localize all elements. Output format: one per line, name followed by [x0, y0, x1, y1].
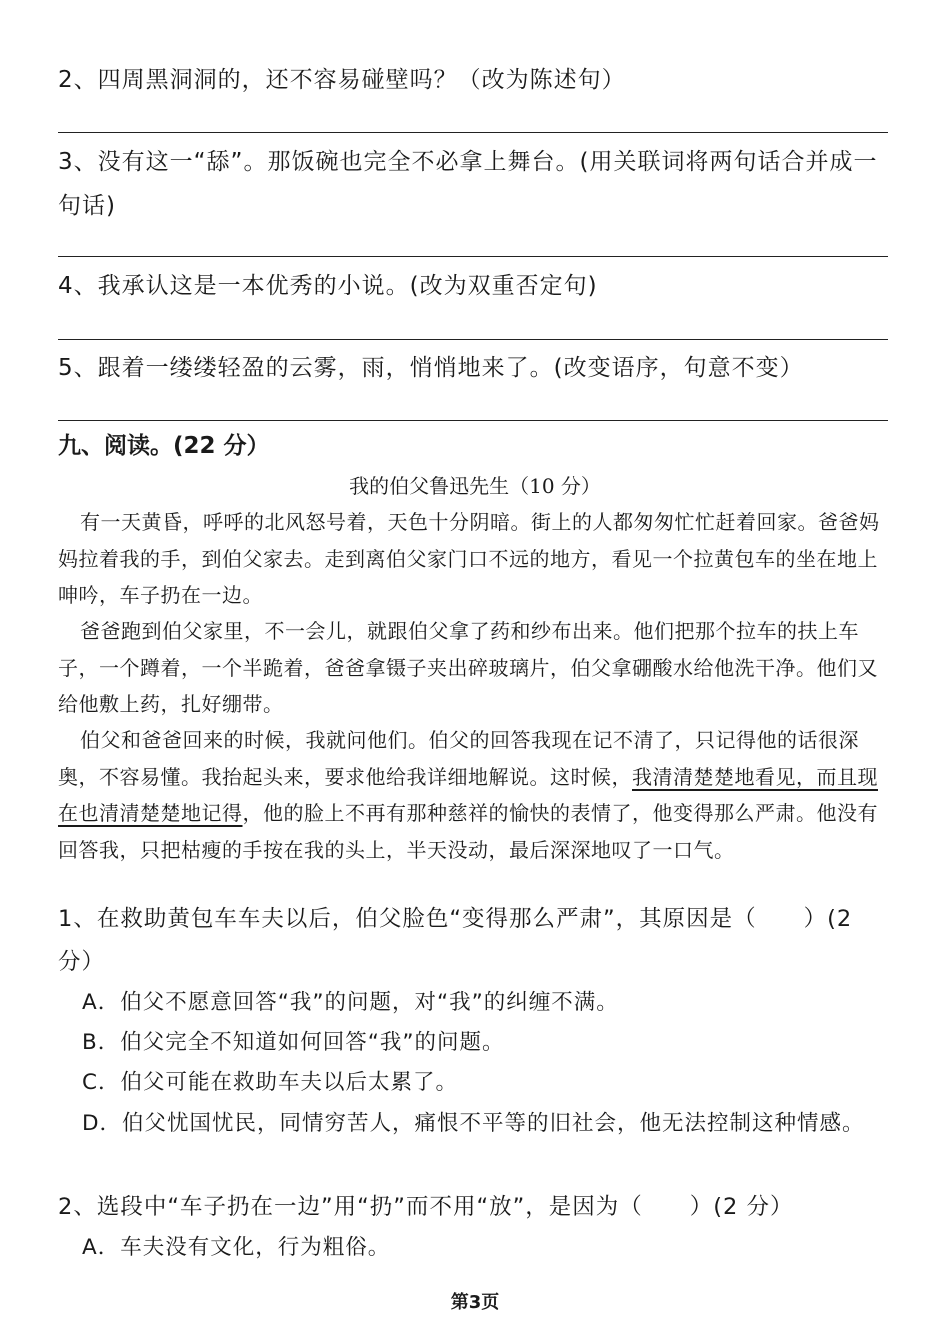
- exercise-4: 4、我承认这是一本优秀的小说。(改为双重否定句): [58, 273, 598, 299]
- question-2-option-a[interactable]: A．车夫没有文化，行为粗俗。: [82, 1235, 391, 1260]
- question-1-option-c[interactable]: C．伯父可能在救助车夫以后太累了。: [82, 1070, 459, 1095]
- underlined-sentence: 我清清楚楚地看见，而且现在也清清楚楚地记得: [58, 764, 878, 825]
- answer-line-3[interactable]: [58, 256, 888, 257]
- reading-question-1: 1、在救助黄包车车夫以后，伯父脸色“变得那么严肃”，其原因是（ ）(2 分）: [58, 906, 853, 975]
- question-1-option-b[interactable]: B．伯父完全不知道如何回答“我”的问题。: [82, 1030, 505, 1055]
- exercise-2: 2、四周黑洞洞的，还不容易碰壁吗？（改为陈述句）: [58, 67, 626, 93]
- exercise-5: 5、跟着一缕缕轻盈的云雾，雨，悄悄地来了。(改变语序，句意不变）: [58, 355, 804, 381]
- passage-paragraph-3: [58, 722, 888, 868]
- passage-paragraph-2: 爸爸跑到伯父家里，不一会儿，就跟伯父拿了药和纱布出来。他们把那个拉车的扶上车子，一个蹲着，一个半跪着，爸爸拿镊子夹出碎玻璃片，伯父拿硼酸水给他洗干净。他们又给他敷上药，扎好绷带。: [58, 619, 878, 716]
- question-1-option-d[interactable]: D．伯父忧国忧民，同情穷苦人，痛恨不平等的旧社会，他无法控制这种情感。: [82, 1111, 865, 1136]
- page-number: 第3页: [450, 1292, 500, 1313]
- reading-question-2: 2、选段中“车子扔在一边”用“扔”而不用“放”，是因为（ ）(2 分）: [58, 1194, 794, 1220]
- section-title: 九、阅读。(22 分）: [58, 433, 270, 459]
- paragraph-3-text-before: 伯父和爸爸回来的时候，我就问他们。伯父的回答我现在记不清了，只记得他的话很深奥，不容易懂。我抬起头来，要求他给我详细地解说。这时候，: [58, 728, 859, 789]
- passage-title: 我的伯父鲁迅先生（10 分）: [349, 474, 601, 498]
- exercise-3: 3、没有这一“舔”。那饭碗也完全不必拿上舞台。(用关联词将两句话合并成一句话): [58, 149, 878, 219]
- answer-line-4[interactable]: [58, 339, 888, 340]
- paragraph-3-text-after: ，他的脸上不再有那种慈祥的愉快的表情了，他变得那么严肃。他没有回答我，只把枯瘦的手按在我的头上，半天没动，最后深深地叹了一口气。: [58, 801, 878, 862]
- passage-paragraph-1: 有一天黄昏，呼呼的北风怒号着，天色十分阴暗。街上的人都匆匆忙忙赶着回家。爸爸妈妈拉着我的手，到伯父家去。走到离伯父家门口不远的地方，看见一个拉黄包车的坐在地上呻吟，车子扔在一边。: [58, 510, 880, 607]
- answer-line-2[interactable]: [58, 132, 888, 133]
- question-1-option-a[interactable]: A．伯父不愿意回答“我”的问题，对“我”的纠缠不满。: [82, 990, 619, 1015]
- answer-line-5[interactable]: [58, 420, 888, 421]
